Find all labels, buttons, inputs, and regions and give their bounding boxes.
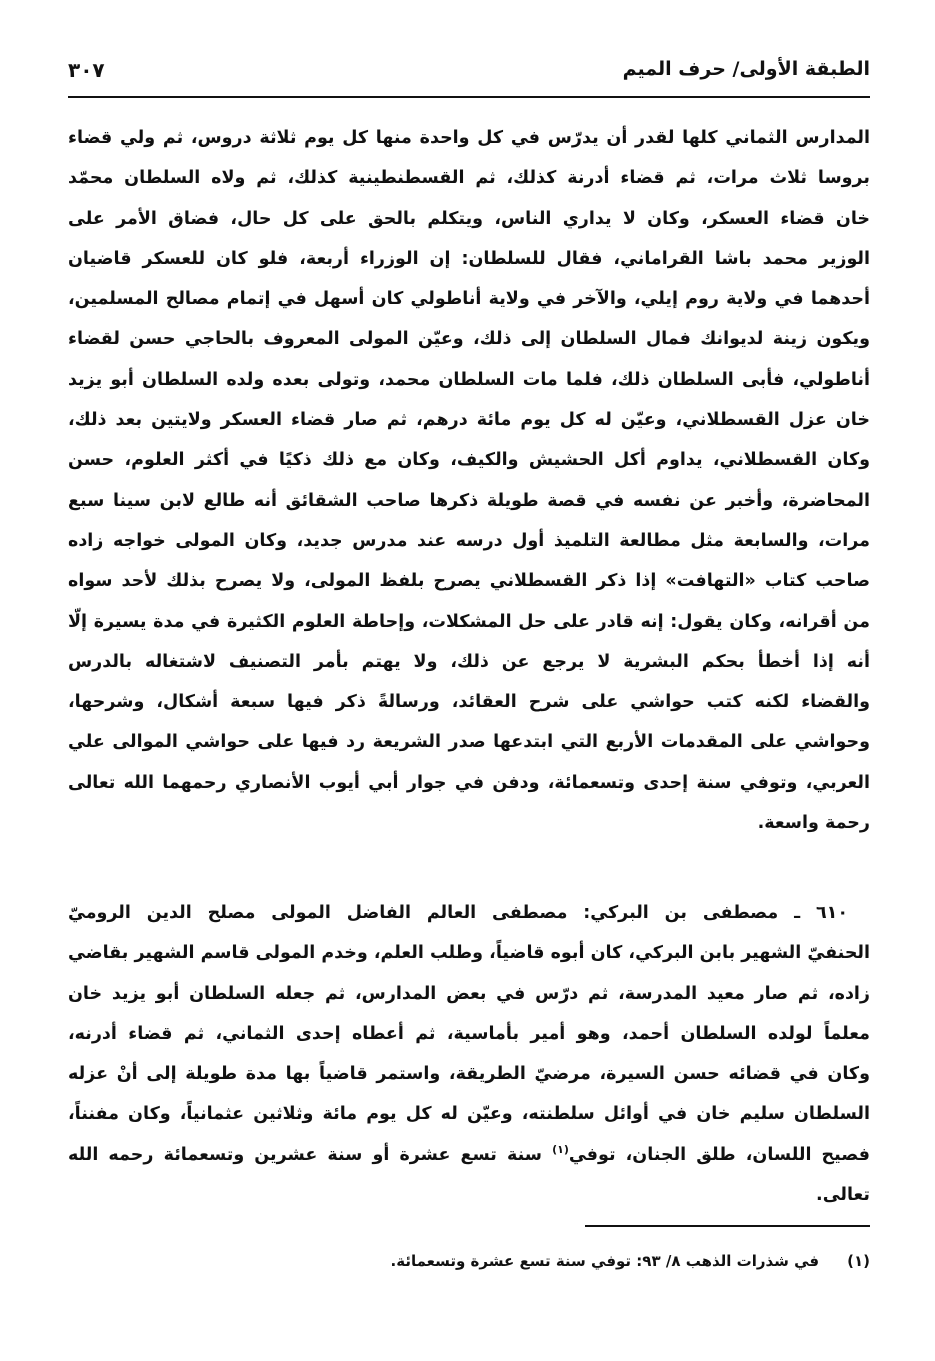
entry-line-with-footnote [68,1135,870,1175]
entry-text: مصطفى العالم الفاضل المولى مصلح الدين الروميّ [68,903,584,923]
text-line: المحاضرة، وأخبر عن نفسه في قصة طويلة ذكرها صاحب الشقائق أنه طالع لابن سينا سبع [68,490,870,511]
entry-line: زاده، ثم صار معيد المدرسة، ثم درّس في بعض المدارس، ثم جعله السلطان أبو يزيد خان [68,983,870,1004]
text-line: مرات، والسابعة مثل مطالعة التلميذ أول درسه عند مدرس جديد، وكان المولى خواجه زاده [68,530,870,551]
entry-text: فصيح اللسان، طلق الجنان، توفي [568,1144,871,1165]
footnote-divider [585,1225,870,1227]
footnote-reference[interactable]: (١) [552,1142,569,1156]
entry-line: معلماً لولده السلطان أحمد، وهو أمير بأماسية، ثم أعطاه إحدى الثماني، ثم قضاء أدرنه، [68,1023,870,1044]
text-line: الوزير محمد باشا القراماني، فقال للسلطان: إن الوزراء أربعة، فلو كان للعسكر قاضيان [68,248,870,269]
entry-line: الحنفيّ الشهير بابن البركي، كان أبوه قاضياً، وطلب العلم، وخدم المولى قاسم الشهير بقاضي [68,943,870,964]
text-line: أناطولي، فأبى السلطان ذلك، فلما مات السلطان محمد، وتولى بعده ولده السلطان أبو يزيد [68,369,870,390]
entry-text: سنة تسع عشرة أو سنة عشرين وتسعمائة رحمه الله [68,1144,553,1165]
entry-line: تعالى. [816,1185,870,1206]
page-number: ٣٠٧ [68,58,105,82]
text-line: والقضاء لكنه كتب حواشي على شرح العقائد، ورسالةً ذكر فيها سبعة أشكال، وشرحها، [68,692,870,713]
text-line: أنه إذا أخطأ بحكم البشرية لا يرجع عن ذلك، ولا يهتم بأمر التصنيف لاشتغاله بالدرس [68,651,870,672]
footnote-text: في شذرات الذهب ٨/ ٩٣: توفي سنة تسع عشرة وتسعمائة. [390,1252,820,1270]
text-line: وحواشي على المقدمات الأربع التي ابتدعها صدر الشريعة رد فيها على حواشي الموالى علي [68,732,870,753]
text-line: المدارس الثماني كلها لقدر أن يدرّس في كل واحدة منها كل يوم ثلاثة دروس، ثم ولي قضاء [68,128,870,148]
text-line: العربي، وتوفي سنة إحدى وتسعمائة، ودفن في جوار أبي أيوب الأنصاري رحمهما الله تعالى [68,772,870,793]
entry-line: السلطان سليم خان في أوائل سلطنته، وعيّن له كل يوم مائة وثلاثين عثمانياً، وكان مفنناً، [68,1104,870,1125]
text-line: رحمة واسعة. [757,813,870,834]
running-title: الطبقة الأولى/ حرف الميم [622,58,870,80]
text-line: أحدهما في ولاية روم إيلي، والآخر في ولاية أناطولي كان أسهل في إتمام مصالح المسلمين، [68,289,870,310]
text-line: خان عزل القسطلاني، وعيّن له كل يوم مائة درهم، ثم صار قضاء العسكر ولايتين بعد ذلك، [68,410,870,431]
entry-first-line [68,893,870,933]
entry-610 [68,893,870,1215]
page-header [68,58,870,92]
text-line: صاحب كتاب «التهافت» إذا ذكر القسطلاني يصرح بلفظ المولى، ولا يصرح بذلك لأحد سواه [68,571,870,592]
text-line: خان قضاء العسكر، وكان لا يداري الناس، ويتكلم بالحق على كل حال، فضاق الأمر على [68,208,870,229]
text-line: من أقرانه، وكان يقول: إنه قادر على حل المشكلات، وإحاطة العلوم الكثيرة في مدة يسيرة إلّا [68,611,870,632]
text-line: ويكون زينة لديوانك فمال السلطان إلى ذلك، وعيّن المولى المعروف بالحاجي حسن لقضاء [68,329,870,350]
text-line: وكان القسطلاني، يداوم أكل الحشيش والكيف، وكان مع ذلك ذكيًا في أكثر العلوم، حسن [68,450,870,471]
header-divider [68,96,870,98]
text-line: بروسا ثلاث مرات، ثم قضاء أدرنة كذلك، ثم القسطنطينية كذلك، ثم ولاه السلطان محمّد [68,168,870,189]
paragraph-continuation [68,118,870,843]
footnote-mark: (١) [847,1252,870,1270]
footnote [391,1252,870,1270]
entry-line: وكان في قضائه حسن السيرة، مرضيّ الطريقة، واستمر قاضياً بها مدة طويلة إلى أنْ عزله [68,1064,870,1085]
entry-heading: ٦١٠ ـ مصطفى بن البركي: [583,903,848,923]
